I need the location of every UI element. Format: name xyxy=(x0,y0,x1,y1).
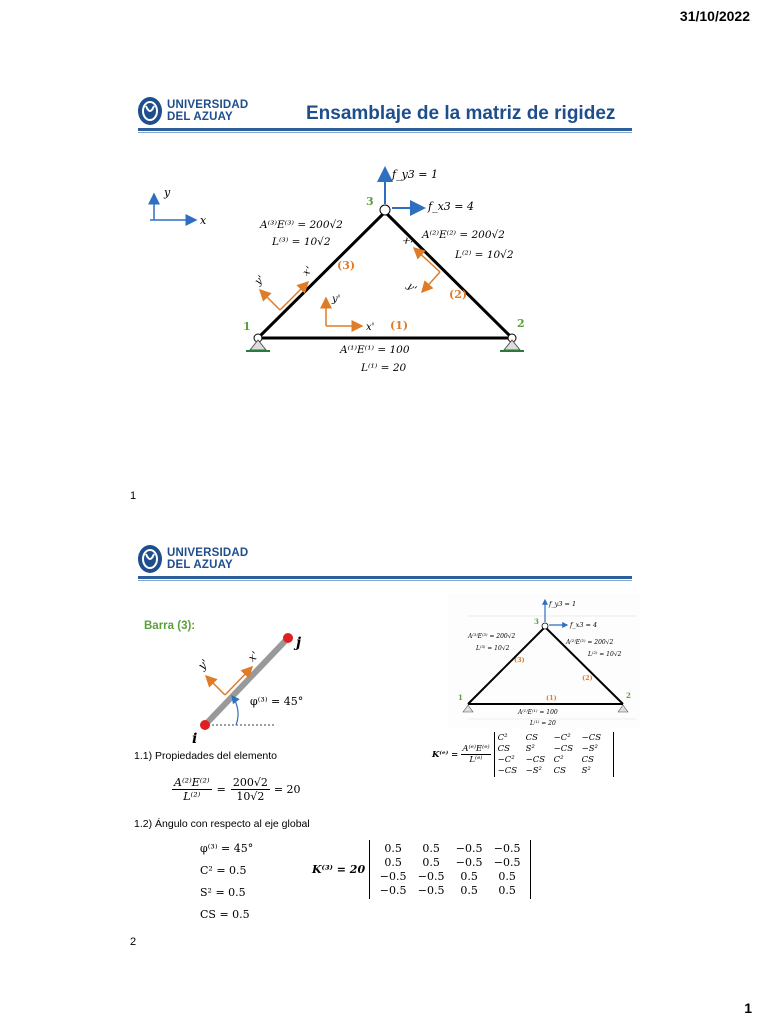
slide-2 xyxy=(130,538,635,588)
kgen-cell: −C² xyxy=(497,755,515,765)
k3-cell: −0.5 xyxy=(417,884,445,897)
bar-1-local-y-label: y' xyxy=(332,294,341,305)
node-j-label: j xyxy=(296,635,302,651)
thumb-node-2: 2 xyxy=(626,691,631,700)
title-rule-thin xyxy=(138,580,632,581)
prop-result: = 20 xyxy=(273,783,301,796)
university-logo xyxy=(137,96,248,126)
slide-1-number: 1 xyxy=(130,490,137,502)
kgen-fraction xyxy=(461,744,490,765)
logo-line-1: UNIVERSIDAD xyxy=(167,99,249,111)
angle-values xyxy=(200,838,253,926)
angle-line-cs: CS = 0.5 xyxy=(200,908,250,921)
local-y-label: y' xyxy=(195,656,212,673)
bar-3-local-y-label: y' xyxy=(252,273,267,288)
angle-label: φ⁽³⁾ = 45° xyxy=(250,695,304,708)
properties-equation xyxy=(172,776,301,803)
bar-1-prop-l: L⁽¹⁾ = 20 xyxy=(361,362,407,374)
section-angle-heading: 1.2) Ángulo con respecto al eje global xyxy=(134,818,310,830)
thumb-fx3: f_x3 = 4 xyxy=(570,621,598,629)
angle-line-s2: S² = 0.5 xyxy=(200,886,246,899)
k3-cell: 0.5 xyxy=(498,884,516,897)
bar-2-local-x-label: x' xyxy=(400,234,415,249)
university-logo-2 xyxy=(137,544,248,574)
k3-cell: −0.5 xyxy=(493,842,521,855)
kgen-cell: −CS xyxy=(581,733,602,743)
thumb-bar-2-label: (2) xyxy=(582,674,593,682)
local-x-label: x' xyxy=(245,648,262,665)
node-i-marker xyxy=(200,720,210,730)
prop-lhs-den: L⁽²⁾ xyxy=(183,790,201,803)
bar-2-local-y-label: y' xyxy=(404,280,419,295)
k3-cell: 0.5 xyxy=(422,842,440,855)
general-stiffness-formula xyxy=(432,732,614,777)
thumb-bar3-ae: A⁽³⁾E⁽³⁾ = 200√2 xyxy=(468,633,516,640)
prop-lhs-fraction xyxy=(172,776,212,803)
k3-cell: 0.5 xyxy=(384,842,402,855)
truss-thumbnail xyxy=(448,594,640,729)
logo-line-2: DEL AZUAY xyxy=(167,559,233,571)
title-rule xyxy=(138,576,632,579)
k3-label: K⁽³⁾ = 20 xyxy=(312,863,366,876)
kgen-cell: CS xyxy=(497,744,510,754)
title-rule-thin xyxy=(138,132,632,133)
kgen-cell: −CS xyxy=(497,766,518,776)
thumb-bar-1-label: (1) xyxy=(546,694,557,702)
kgen-cell: CS xyxy=(525,733,538,743)
thumb-bar1-l: L⁽¹⁾ = 20 xyxy=(530,720,556,727)
angle-arc xyxy=(232,696,238,725)
node-3-joint xyxy=(380,205,390,215)
bar-3-local-x-label: x' xyxy=(300,264,315,279)
node-2-label: 2 xyxy=(517,317,525,330)
k3-cell: 0.5 xyxy=(422,856,440,869)
slide-title: Ensamblaje de la matriz de rigidez xyxy=(306,103,616,124)
university-seal-icon xyxy=(137,96,163,126)
bar-2-prop-l: L⁽²⁾ = 10√2 xyxy=(455,249,514,261)
bar-3-prop-ae: A⁽³⁾E⁽³⁾ = 200√2 xyxy=(260,219,343,231)
k3-cell: 0.5 xyxy=(460,884,478,897)
node-j-marker xyxy=(283,633,293,643)
global-axes-icon xyxy=(150,194,196,220)
kgen-cell: C² xyxy=(553,755,564,765)
prop-lhs-num: A⁽²⁾E⁽²⁾ xyxy=(174,776,210,789)
k3-cell: −0.5 xyxy=(455,856,483,869)
k3-cell: −0.5 xyxy=(455,842,483,855)
kgen-cell: −S² xyxy=(525,766,542,776)
kgen-cell: CS xyxy=(581,755,594,765)
thumb-bar1-ae: A⁽¹⁾E⁽¹⁾ = 100 xyxy=(518,709,558,716)
kgen-cell: S² xyxy=(525,744,535,754)
thumb-bar2-ae: A⁽²⁾E⁽²⁾ = 200√2 xyxy=(566,639,614,646)
logo-line-2: DEL AZUAY xyxy=(167,111,233,123)
kgen-cell: −CS xyxy=(525,755,546,765)
bar-2-prop-ae: A⁽²⁾E⁽²⁾ = 200√2 xyxy=(422,229,505,241)
prop-rhs-fraction xyxy=(231,776,270,803)
page-number: 1 xyxy=(744,1000,752,1016)
prop-rhs-den: 10√2 xyxy=(236,790,265,803)
kgen-numerator: A⁽ᵉ⁾E⁽ᵉ⁾ xyxy=(462,744,490,754)
k3-cell: −0.5 xyxy=(493,856,521,869)
thumb-bar3-l: L⁽³⁾ = 10√2 xyxy=(476,645,510,652)
bar-1-prop-ae: A⁽¹⁾E⁽¹⁾ = 100 xyxy=(340,344,410,356)
print-date: 31/10/2022 xyxy=(679,8,750,24)
bar-3-prop-l: L⁽³⁾ = 10√2 xyxy=(272,236,331,248)
university-seal-icon xyxy=(137,544,163,574)
force-fy3-label: f_y3 = 1 xyxy=(392,168,438,181)
title-rule xyxy=(138,128,632,131)
kgen-cell: S² xyxy=(581,766,591,776)
k3-matrix xyxy=(369,840,531,899)
kgen-cell: −S² xyxy=(581,744,598,754)
axis-x-label: x xyxy=(200,214,207,227)
bar-3-member xyxy=(205,638,288,725)
k3-cell: 0.5 xyxy=(498,870,516,883)
kgen-cell: −C² xyxy=(553,733,571,743)
node-1-label: 1 xyxy=(243,320,251,333)
thumb-bar2-l: L⁽²⁾ = 10√2 xyxy=(588,651,622,658)
angle-line-phi: φ⁽³⁾ = 45° xyxy=(200,842,254,855)
k3-matrix-equation xyxy=(312,840,531,899)
slide-2-number: 2 xyxy=(130,936,137,948)
kgen-cell: CS xyxy=(553,766,566,776)
node-i-label: i xyxy=(192,731,198,747)
truss-diagram xyxy=(140,160,560,385)
bar-1-label: (1) xyxy=(390,319,409,332)
logo-line-1: UNIVERSIDAD xyxy=(167,547,249,559)
angle-line-c2: C² = 0.5 xyxy=(200,864,247,877)
kgen-matrix xyxy=(494,732,614,777)
k3-cell: 0.5 xyxy=(460,870,478,883)
equals-sign: = xyxy=(216,783,226,796)
bar-2-label: (2) xyxy=(449,288,468,301)
thumb-node-1: 1 xyxy=(458,693,463,702)
axis-y-label: y xyxy=(164,186,171,199)
section-properties-heading: 1.1) Propiedades del elemento xyxy=(134,750,278,762)
kgen-denominator: L⁽ᵉ⁾ xyxy=(469,755,483,765)
thumb-fy3: f_y3 = 1 xyxy=(549,600,577,608)
kgen-label: K⁽ᵉ⁾ = xyxy=(432,749,459,760)
k3-cell: 0.5 xyxy=(384,856,402,869)
bar-3-label: (3) xyxy=(337,259,356,272)
kgen-cell: −CS xyxy=(553,744,574,754)
thumb-node-3: 3 xyxy=(534,617,539,626)
k3-cell: −0.5 xyxy=(379,884,407,897)
force-fx3-label: f_x3 = 4 xyxy=(428,200,474,213)
node-3-label: 3 xyxy=(366,195,374,208)
prop-rhs-num: 200√2 xyxy=(232,776,268,789)
bar-3-heading: Barra (3): xyxy=(144,620,196,632)
thumb-bar-3-label: (3) xyxy=(514,656,525,664)
k3-cell: −0.5 xyxy=(417,870,445,883)
k3-cell: −0.5 xyxy=(379,870,407,883)
bar-1-local-x-label: x' xyxy=(366,322,375,333)
kgen-cell: C² xyxy=(497,733,508,743)
bar-3-element-diagram xyxy=(150,625,330,750)
